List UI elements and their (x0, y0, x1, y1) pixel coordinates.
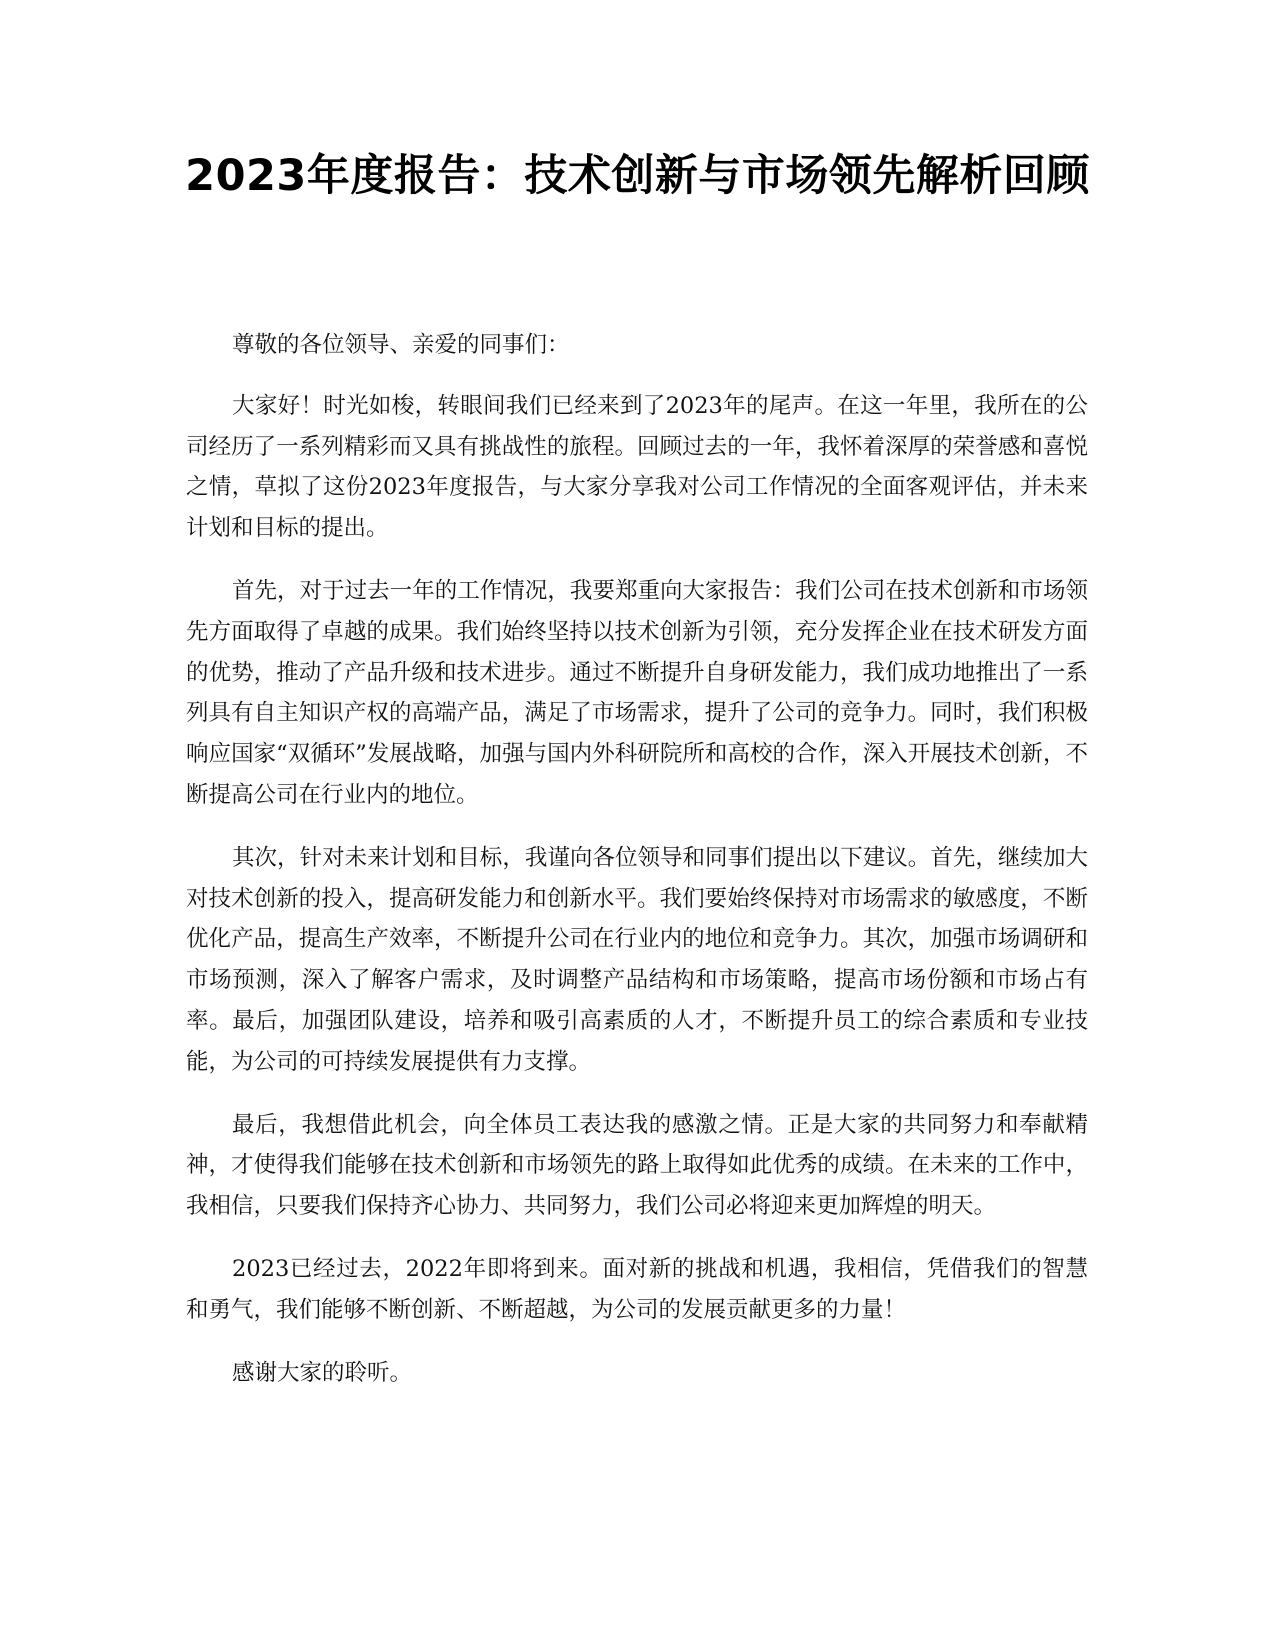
paragraph-gratitude: 最后，我想借此机会，向全体员工表达我的感激之情。正是大家的共同努力和奉献精神，才使得我们能够在技术创新和市场领先的路上取得如此优秀的成绩。在未来的工作中，我相信，只要我们保持齐心协力、共同努力，我们公司必将迎来更加辉煌的明天。 (186, 1111, 1088, 1220)
paragraph-outlook: 2023已经过去，2022年即将到来。面对新的挑战和机遇，我相信，凭借我们的智慧和勇气，我们能够不断创新、不断超越，为公司的发展贡献更多的力量！ (186, 1255, 1088, 1323)
paragraph-achievements: 首先，对于过去一年的工作情况，我要郑重向大家报告：我们公司在技术创新和市场领先方面取得了卓越的成果。我们始终坚持以技术创新为引领，充分发挥企业在技术研发方面的优势，推动了产品升级和技术进步。通过不断提升自身研发能力，我们成功地推出了一系列具有自主知识产权的高端产品，满足了市场需求，提升了公司的竞争力。同时，我们积极响应国家“双循环”发展战略，加强与国内外科研院所和高校的合作，深入开展技术创新，不断提高公司在行业内的地位。 (186, 577, 1088, 808)
paragraph-intro: 大家好！时光如梭，转眼间我们已经来到了2023年的尾声。在这一年里，我所在的公司经历了一系列精彩而又具有挑战性的旅程。回顾过去的一年，我怀着深厚的荣誉感和喜悦之情，草拟了这份2023年度报告，与大家分享我对公司工作情况的全面客观评估，并未来计划和目标的提出。 (186, 392, 1088, 542)
greeting-line: 尊敬的各位领导、亲爱的同事们： (232, 332, 570, 358)
document-title: 2023年度报告：技术创新与市场领先解析回顾 (185, 151, 1090, 201)
document-body (186, 325, 1088, 1415)
paragraph-future-plans: 其次，针对未来计划和目标，我谨向各位领导和同事们提出以下建议。首先，继续加大对技术创新的投入，提高研发能力和创新水平。我们要始终保持对市场需求的敏感度，不断优化产品，提高生产效率，不断提升公司在行业内的地位和竞争力。其次，加强市场调研和市场预测，深入了解客户需求，及时调整产品结构和市场策略，提高市场份额和市场占有率。最后，加强团队建设，培养和吸引高素质的人才，不断提升员工的综合素质和专业技能，为公司的可持续发展提供有力支撑。 (186, 844, 1088, 1075)
paragraph-closing: 感谢大家的聆听。 (232, 1359, 413, 1386)
